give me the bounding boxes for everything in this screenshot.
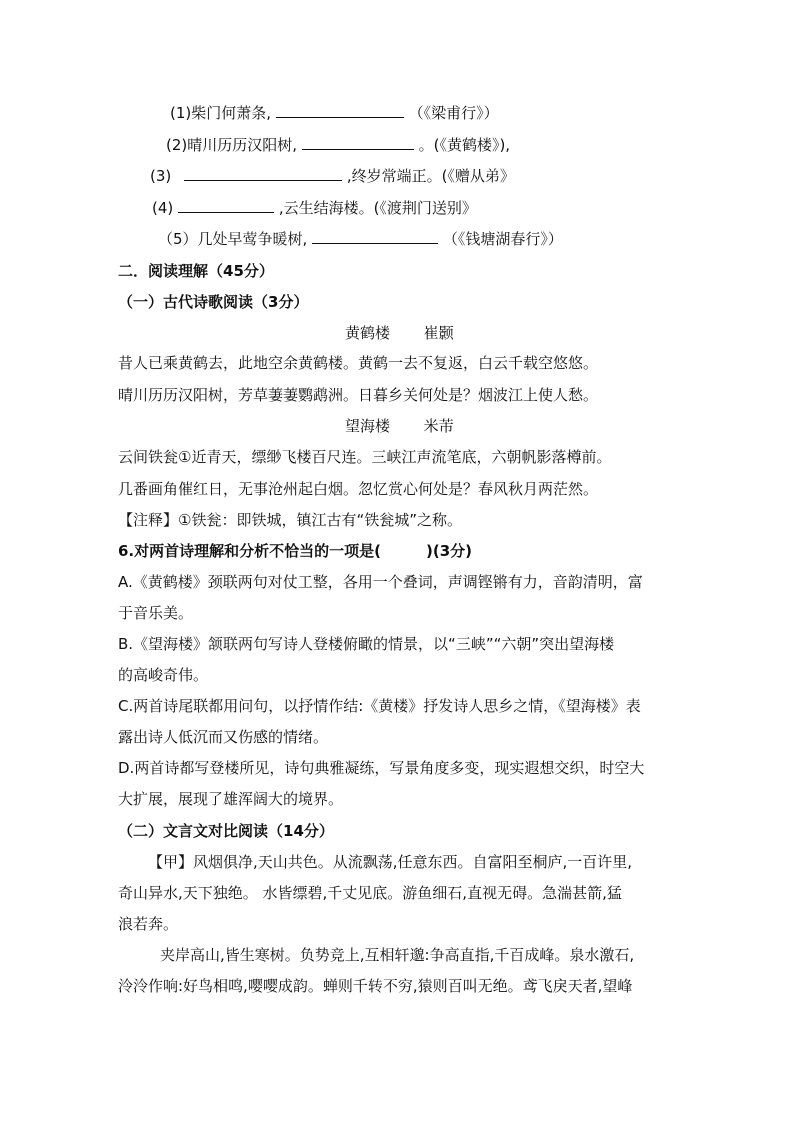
fill-prompt: （5）几处早莺争暖树, (158, 230, 308, 248)
fill-source: （《钱塘湖春行》） (442, 230, 563, 248)
annotation-note: 【注释】①铁瓮：即铁城，镇江古有“铁瓮城”之称。 (118, 511, 462, 529)
passage-line: 【甲】风烟俱净,天山共色。从流飘荡,任意东西。自富阳至桐庐,一百许里, (148, 853, 633, 871)
passage-line: 夹岸高山,皆生寒树。负势竞上,互相轩邈:争高直指,千百成峰。泉水激石, (160, 946, 635, 964)
option-line: D.两首诗都写登楼所见，诗句典雅凝练，写景角度多变，现实遐想交织，时空大 (118, 759, 645, 777)
poem-line: 几番画角催红日，无事沧州起白烟。忽忆赏心何处是？春风秋月两茫然。 (118, 480, 599, 498)
subsection-title: （二）文言文对比阅读（14分） (118, 822, 334, 840)
poem-heading (345, 415, 454, 437)
option-line: C.两首诗尾联都用问句，以抒情作结:《黄楼》抒发诗人思乡之情，《望海楼》表 (118, 697, 641, 715)
poem-line: 云间铁瓮①近青天，缥缈飞楼百尺连。三峡江声流笔底，六朝帆影落樽前。 (118, 448, 612, 466)
fill-prompt: (4) (152, 199, 174, 217)
option-line: 露出诗人低沉而又伤感的情绪。 (118, 728, 329, 746)
fill-source: ,终岁常端正。(《赠从弟》 (346, 167, 515, 185)
fill-prompt: (1)柴门何萧条, (170, 104, 272, 122)
subsection-title: （一）古代诗歌阅读（3分） (118, 293, 309, 311)
option-line: 大扩展，展现了雄浑阔大的境界。 (118, 790, 344, 808)
section-title: 二．阅读理解（45分） (118, 262, 274, 280)
poem-title: 望海楼 (345, 417, 391, 435)
poem-line: 晴川历历汉阳树，芳草萋萋鹦鹉洲。日暮乡关何处是？烟波江上使人愁。 (118, 386, 599, 404)
fill-item-2 (166, 134, 510, 156)
fill-source: 。(《黄鹤楼》), (418, 136, 511, 154)
poem-author: 崔颢 (423, 324, 454, 342)
fill-item-1 (170, 102, 499, 124)
option-line: B.《望海楼》颔联两句写诗人登楼俯瞰的情景，以“三峡”“六朝”突出望海楼 (118, 635, 615, 653)
fill-item-3 (150, 165, 515, 187)
option-line: 于音乐美。 (118, 604, 194, 622)
answer-blank[interactable] (184, 166, 342, 181)
answer-blank[interactable] (302, 135, 414, 150)
passage-line: 泠泠作响:好鸟相鸣,嘤嘤成韵。蝉则千转不穷,猿则百叫无绝。鸢飞戾天者,望峰 (118, 977, 633, 995)
fill-source: （《梁甫行》） (408, 104, 499, 122)
poem-heading (345, 322, 454, 344)
question-stem: 6.对两首诗理解和分析不恰当的一项是( )(3分) (118, 542, 472, 560)
answer-blank[interactable] (178, 198, 274, 213)
fill-item-4 (152, 197, 477, 219)
poem-title: 黄鹤楼 (345, 324, 391, 342)
fill-item-5 (158, 228, 563, 250)
option-line: 的高峻奇伟。 (118, 666, 209, 684)
fill-prompt: (2)晴川历历汉阳树, (166, 136, 298, 154)
answer-blank[interactable] (276, 103, 404, 118)
poem-line: 昔人已乘黄鹤去，此地空余黄鹤楼。黄鹤一去不复返，白云千载空悠悠。 (118, 354, 599, 372)
passage-line: 浪若奔。 (118, 915, 179, 933)
answer-blank[interactable] (312, 229, 438, 244)
fill-prompt: (3) (150, 167, 172, 185)
option-line: A.《黄鹤楼》颈联两句对仗工整，各用一个叠词，声调铿锵有力，音韵清明，富 (118, 573, 643, 591)
poem-author: 米芾 (423, 417, 454, 435)
passage-line: 奇山异水,天下独绝。 水皆缥碧,千丈见底。游鱼细石,直视无碍。急湍甚箭,猛 (118, 884, 622, 902)
fill-source: ,云生结海楼。(《渡荆门送别》 (278, 199, 477, 217)
